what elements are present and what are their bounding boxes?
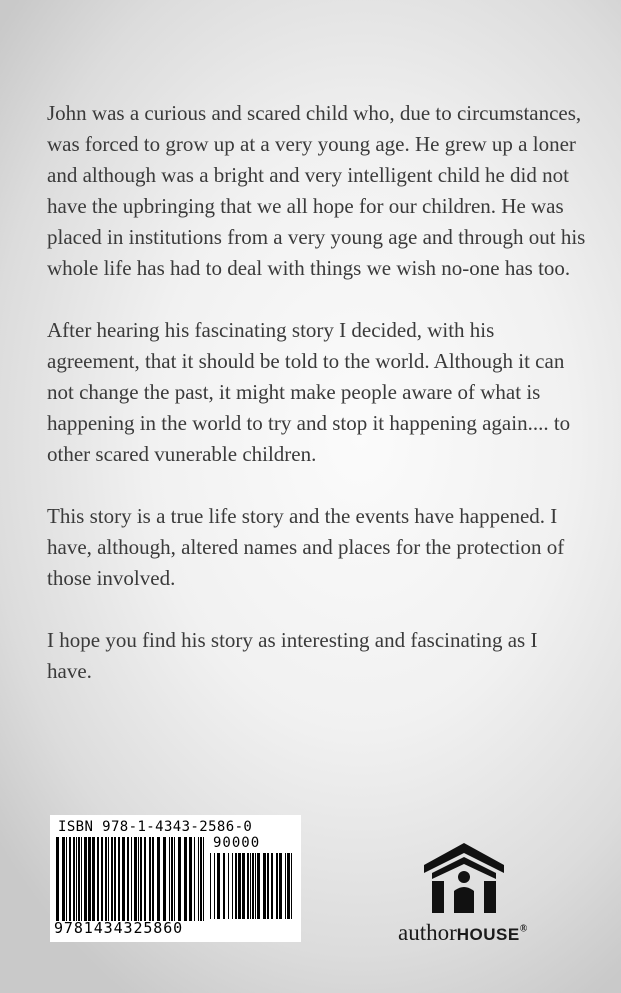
blurb-paragraph-2: After hearing his fascinating story I decided, with his agreement, that it should be told to the world. Although it can not change the past, it might make people aware of what is happening in the world to try and stop it happening again.... to other scared vunerable children. (47, 318, 571, 466)
publisher-logo (398, 843, 528, 953)
barcode-bars (56, 837, 206, 921)
barcode-addon-bars (210, 853, 294, 919)
publisher-name-author: author (398, 920, 457, 945)
trademark-symbol: ® (519, 923, 528, 935)
blurb-paragraph-4: I hope you find his story as interesting and fascinating as I have. (47, 628, 538, 683)
ean-digits: 9781434325860 (54, 919, 184, 937)
blurb-paragraph-1: John was a curious and scared child who, due to circumstances, was forced to grow up at a very young age. He grew up a loner and although was a bright and very intelligent child he did not have the upbringing that we all hope for our children. He was placed in institutions from a very young age and through out his whole life has had to deal with things we wish no-one has too. (47, 101, 586, 280)
isbn-barcode (50, 815, 301, 942)
publisher-name-house: HOUSE (456, 925, 520, 944)
publisher-name (398, 920, 527, 946)
house-icon (424, 843, 504, 915)
price-code: 90000 (213, 835, 261, 851)
isbn-label: ISBN 978-1-4343-2586-0 (58, 819, 253, 835)
blurb-paragraph-3: This story is a true life story and the events have happened. I have, although, altered names and places for the protection of those involved. (47, 504, 565, 590)
back-cover-blurb (47, 98, 587, 687)
